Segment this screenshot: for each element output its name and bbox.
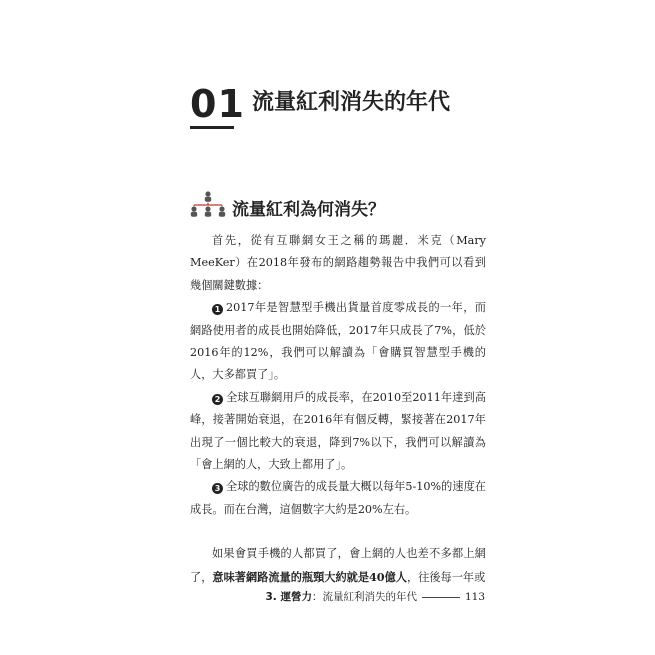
point-2 xyxy=(190,387,486,477)
closing-paragraph xyxy=(190,543,486,589)
point-3-text: 全球的數位廣告的成長量大概以每年5-10%的速度在成長。而在台灣，這個數字大約是20%左右。 xyxy=(190,480,486,516)
org-chart-icon xyxy=(188,190,228,220)
number-1-marker: 1 xyxy=(212,304,223,315)
footer-chapter-title: 流量紅利消失的年代 xyxy=(322,591,417,603)
running-footer xyxy=(266,590,486,604)
chapter-number: 01 xyxy=(190,82,245,126)
closing-text-b: ，往後每一年或 xyxy=(406,570,486,584)
number-2-marker: 2 xyxy=(212,394,223,405)
number-3-marker: 3 xyxy=(212,483,223,494)
paragraph-gap xyxy=(190,521,486,543)
point-2-text: 全球互聯網用戶的成長率，在2010至2011年達到高峰，接著開始衰退，在2016年有個反轉，緊接著在2017年出現了一個比較大的衰退，降到7%以下，我們可以解讀為「會上網的人，大致上都用了」。 xyxy=(190,390,486,472)
chapter-title: 流量紅利消失的年代 xyxy=(252,90,451,115)
closing-bold-text: 意味著網路流量的瓶頸大約就是40億人 xyxy=(212,569,407,584)
footer-part: 3. 運營力 xyxy=(265,591,312,603)
point-1-text: 2017年是智慧型手機出貨量首度零成長的一年，而網路使用者的成長也開始降低，2017年只成長了7%，低於2016年的12%，我們可以解讀為「會購買智慧型手機的人，大多都買了」。 xyxy=(190,301,486,382)
intro-paragraph: 首先，從有互聯網女王之稱的瑪麗．米克（Mary MeeKer）在2018年發布的網路趨勢報告中我們可以看到幾個關鍵數據： xyxy=(190,234,486,292)
point-3 xyxy=(190,476,486,521)
body-text xyxy=(190,230,486,589)
chapter-underline xyxy=(190,126,234,129)
point-1 xyxy=(190,297,486,387)
footer-rule xyxy=(422,597,460,598)
footer-separator: ： xyxy=(311,591,323,603)
closing-text-a: 如果會買手機的人都買了，會上網的人也差不多都上網了， xyxy=(190,547,486,584)
section-title: 流量紅利為何消失？ xyxy=(232,200,385,220)
page-number: 113 xyxy=(464,591,485,603)
